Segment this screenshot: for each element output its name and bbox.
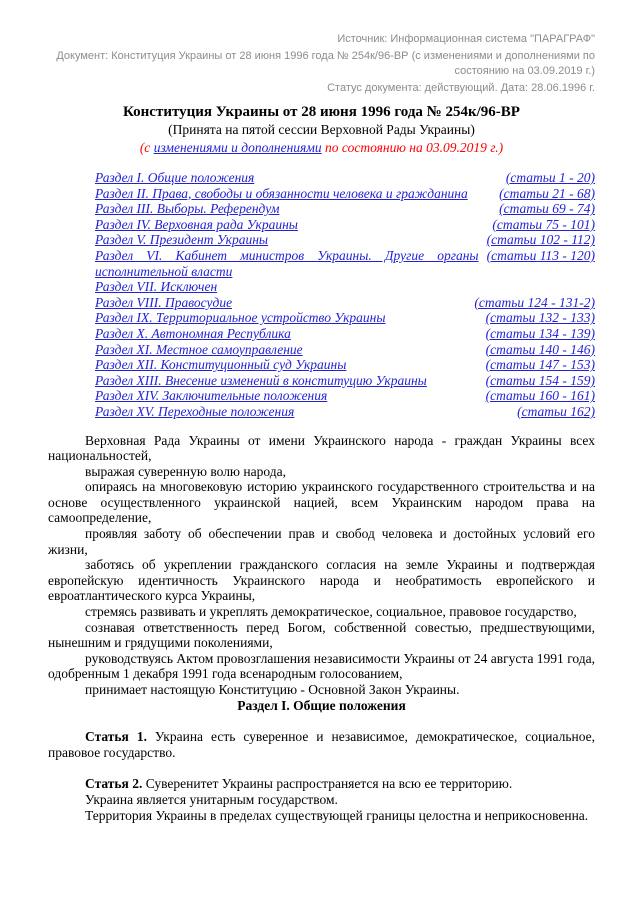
toc-range-section-15[interactable]: (статьи 162)	[517, 403, 595, 419]
toc-range-section-9[interactable]: (статьи 132 - 133)	[485, 310, 595, 326]
meta-status-line: Статус документа: действующий. Дата: 28.06.1996 г.	[327, 81, 595, 94]
article-paragraph: Украина является унитарным государством.	[85, 791, 338, 807]
amendment-link[interactable]: изменениями и дополнениями	[153, 140, 322, 155]
preamble-paragraph: сознавая ответственность перед Богом, собственной совестью, предшествующими, нынешним и грядущими поколениями,	[48, 619, 595, 651]
toc-row	[95, 279, 595, 295]
toc-link-section-11[interactable]: Раздел XI. Местное самоуправление	[95, 341, 303, 357]
preamble-paragraph: стремясь развивать и укреплять демократическое, социальное, правовое государство,	[85, 604, 577, 620]
toc-row	[95, 186, 595, 202]
toc-range-section-2[interactable]: (статьи 21 - 68)	[499, 185, 595, 201]
article-2-number: Статья 2.	[85, 776, 143, 792]
document-body	[48, 433, 595, 824]
toc-link-section-6[interactable]: Раздел VI. Кабинет министров Украины. Другие органы исполнительной власти	[95, 247, 479, 279]
article-paragraph	[48, 776, 595, 792]
toc-row	[95, 248, 595, 279]
toc-link-section-8[interactable]: Раздел VIII. Правосудие	[95, 294, 233, 310]
preamble-paragraph: выражая суверенную волю народа,	[85, 463, 286, 479]
preamble-paragraph: заботясь об укреплении гражданского согласия на земле Украины и подтверждая европейскую идентичность Украинского народа и необратимость европейского и евроатлантического курса Украины,	[48, 557, 595, 604]
amendment-note	[48, 139, 595, 157]
toc-row	[95, 388, 595, 404]
toc-link-section-12[interactable]: Раздел XII. Конституционный суд Украины	[95, 357, 347, 373]
toc-link-section-7[interactable]: Раздел VII. Исключен	[95, 279, 218, 295]
toc-link-section-4[interactable]: Раздел IV. Верховная рада Украины	[95, 216, 298, 232]
document-title: Конституция Украины от 28 июня 1996 года № 254к/96-ВР	[123, 104, 520, 120]
article-1-number: Статья 1.	[85, 729, 147, 745]
toc-link-section-3[interactable]: Раздел III. Выборы. Референдум	[95, 201, 280, 217]
article-1-text: Украина есть суверенное и независимое, демократическое, социальное, правовое государство.	[48, 729, 595, 760]
toc-range-section-5[interactable]: (статьи 102 - 112)	[486, 232, 595, 248]
preamble-paragraph: Верховная Рада Украины от имени Украинского народа - граждан Украины всех национальностей,	[48, 432, 595, 464]
toc-range-section-3[interactable]: (статьи 69 - 74)	[499, 201, 595, 217]
toc-range-section-12[interactable]: (статьи 147 - 153)	[485, 357, 595, 373]
meta-document-line: Документ: Конституция Украины от 28 июня 1996 года № 254к/96-ВР (с изменениями и дополнениями по состоянию на 03.09.2019 г.)	[56, 49, 595, 77]
toc-link-section-10[interactable]: Раздел X. Автономная Республика	[95, 325, 291, 341]
toc-row	[95, 201, 595, 217]
toc-link-section-14[interactable]: Раздел XIV. Заключительные положения	[95, 388, 328, 404]
toc-link-section-5[interactable]: Раздел V. Президент Украины	[95, 232, 269, 248]
preamble-paragraph: принимает настоящую Конституцию - Основной Закон Украины.	[85, 682, 460, 697]
toc-range-section-13[interactable]: (статьи 154 - 159)	[485, 372, 595, 388]
document-meta-header	[48, 32, 595, 96]
toc-range-section-4[interactable]: (статьи 75 - 101)	[492, 216, 595, 232]
toc-link-section-1[interactable]: Раздел I. Общие положения	[95, 170, 255, 185]
toc-row	[95, 217, 595, 233]
toc-row	[95, 232, 595, 248]
preamble-paragraph: опираясь на многовековую историю украинского государственного строительства и на основе осуществленного украинской нацией, всем Украинским народом права на самоопределение,	[48, 479, 595, 526]
document-title-block	[48, 103, 595, 157]
toc-range-section-6[interactable]: (статьи 113 - 120)	[486, 247, 595, 263]
article-2-text: Суверенитет Украины распространяется на всю ее территорию.	[142, 776, 513, 792]
toc-link-section-2[interactable]: Раздел II. Права, свободы и обязанности человека и гражданина	[95, 185, 468, 201]
toc-link-section-9[interactable]: Раздел IX. Территориальное устройство Украины	[95, 310, 386, 326]
toc-row	[95, 404, 595, 420]
toc-range-section-11[interactable]: (статьи 140 - 146)	[485, 341, 595, 357]
toc-row	[95, 295, 595, 311]
toc-row	[95, 326, 595, 342]
toc-row	[95, 373, 595, 389]
document-subtitle: (Принята на пятой сессии Верховной Рады Украины)	[168, 122, 475, 137]
toc-row	[95, 357, 595, 373]
toc-range-section-8[interactable]: (статьи 124 - 131-2)	[474, 294, 595, 310]
article-paragraph	[48, 729, 595, 760]
meta-source-line: Источник: Информационная система "ПАРАГРАФ"	[337, 33, 595, 45]
article-1	[48, 729, 595, 760]
toc-range-section-14[interactable]: (статьи 160 - 161)	[485, 388, 595, 404]
toc-range-section-10[interactable]: (статьи 134 - 139)	[485, 325, 595, 341]
article-2	[48, 776, 595, 823]
toc-row	[95, 170, 595, 186]
preamble-paragraph: руководствуясь Актом провозглашения независимости Украины от 24 августа 1991 года, одобренным 1 декабря 1991 года всенародным голосованием,	[48, 650, 595, 682]
toc-link-section-13[interactable]: Раздел XIII. Внесение изменений в конституцию Украины	[95, 372, 427, 388]
toc-row	[95, 342, 595, 358]
article-paragraph: Территория Украины в пределах существующей границы целостна и неприкосновенна.	[85, 807, 589, 823]
preamble-paragraph: проявляя заботу об обеспечении прав и свобод человека и достойных условий его жизни,	[48, 526, 595, 557]
toc-row	[95, 310, 595, 326]
amendment-prefix: (с	[139, 140, 154, 155]
table-of-contents	[95, 170, 595, 420]
amendment-suffix: по состоянию на 03.09.2019 г.)	[321, 140, 504, 155]
toc-link-section-15[interactable]: Раздел XV. Переходные положения	[95, 403, 295, 419]
section-heading: Раздел I. Общие положения	[237, 697, 406, 713]
toc-range-section-1[interactable]: (статьи 1 - 20)	[505, 170, 595, 185]
